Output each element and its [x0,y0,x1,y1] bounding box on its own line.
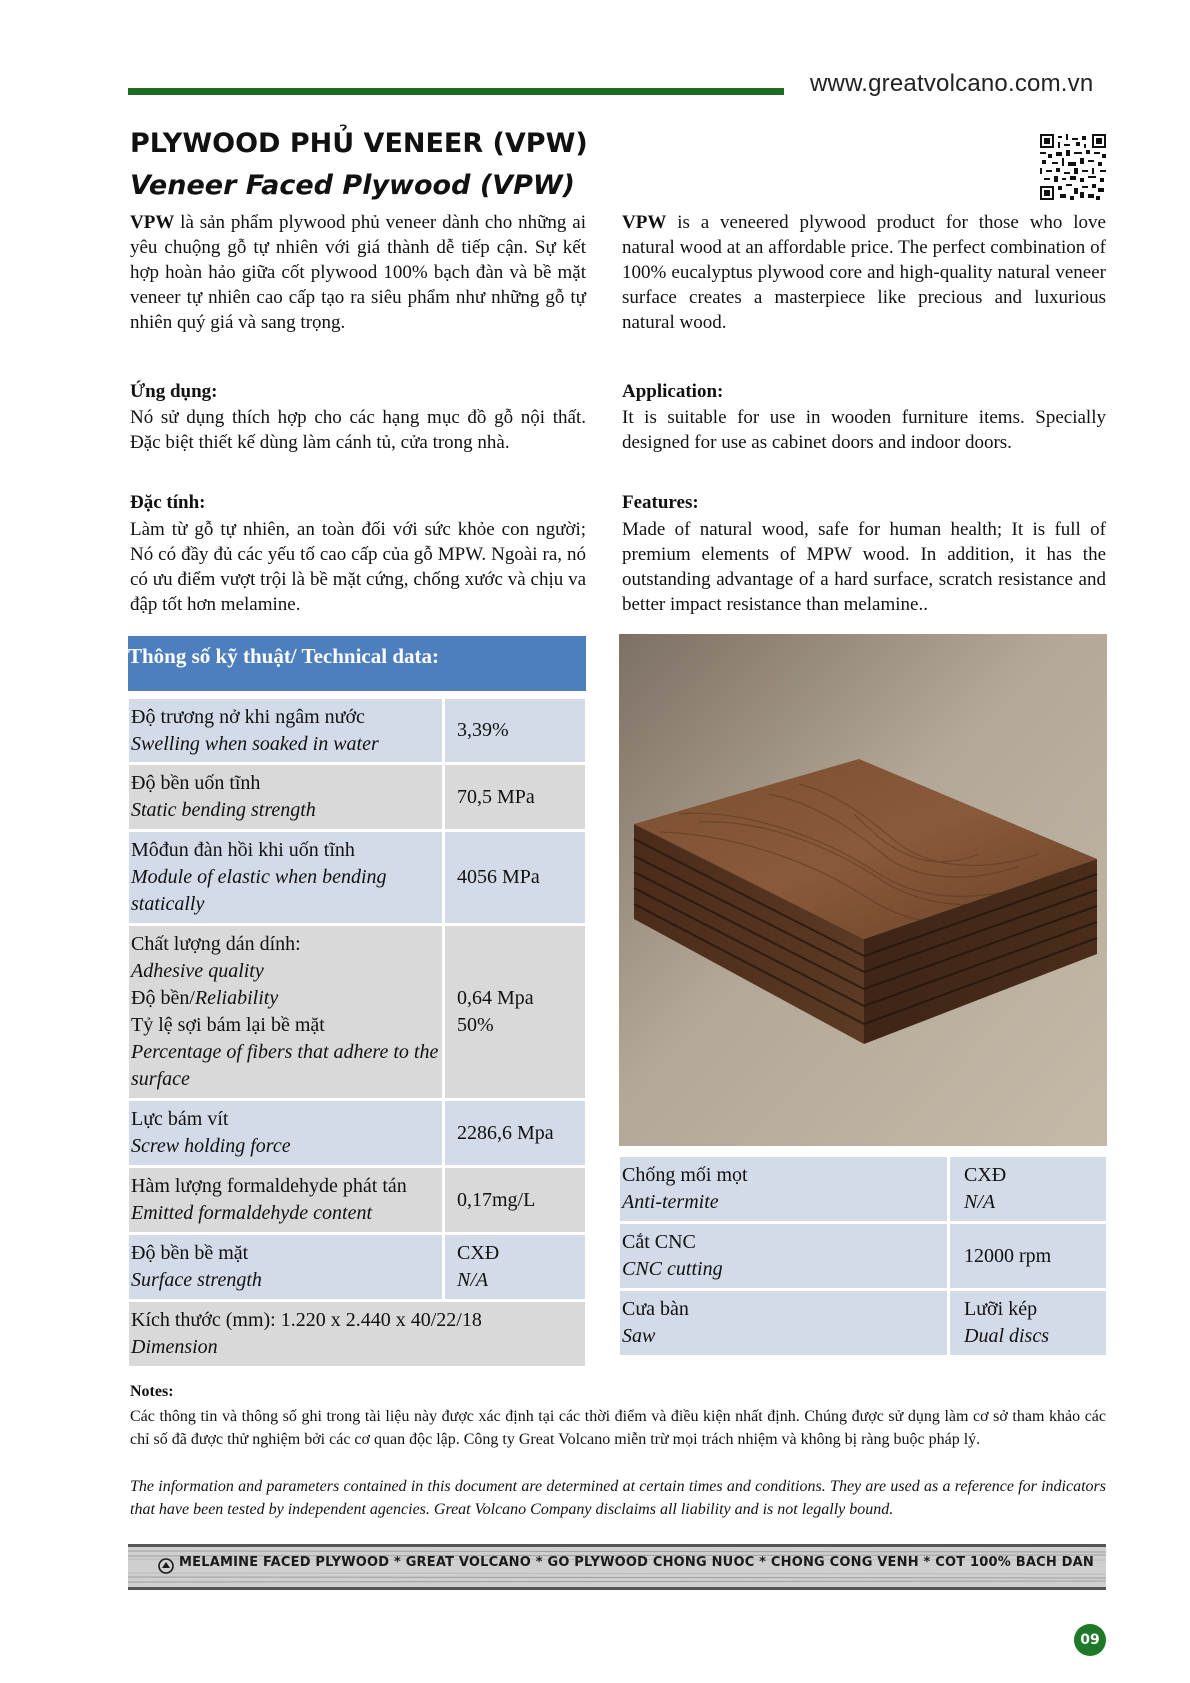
footer-banner-text: MELAMINE FACED PLYWOOD * GREAT VOLCANO * GO PLYWOOD CHONG NUOC * CHONG CONG VENH * COT 100% BACH DAN [179,1555,1094,1570]
intro-en-text: is a veneered plywood product for those who love natural wood at an affordable price. The perfect combination of 100% eucalyptus plywood core and high-quality natural veneer surface creates a masterpiece like precious and luxurious natural wood. [622,212,1106,333]
features-text-vi: Làm từ gỗ tự nhiên, an toàn đối với sức khỏe con người; Nó có đầy đủ các yếu tố cao cấp của gỗ MPW. Ngoài ra, nó có ưu điểm vượt trội là bề mặt cứng, chống xước và chịu va đập tốt hơn melamine. [130,519,586,615]
table-row [619,1290,1108,1357]
spec-value: Lưỡi kép Dual discs [949,1290,1108,1357]
spec-value: 0,64 Mpa 50% [444,925,587,1100]
features-heading-en: Features: [622,492,699,513]
spec-label: Độ trương nở khi ngâm nước Swelling when soaked in water [128,698,444,764]
header-rule [128,88,784,95]
intro-en-brand: VPW [622,212,667,233]
table-row [128,925,587,1100]
spec-label: Cưa bàn Saw [619,1290,949,1357]
page-title-en: Veneer Faced Plywood (VPW) [130,170,575,201]
table-row [128,1234,587,1301]
spec-label: Chất lượng dán dính: Adhesive quality Độ bền/Reliability Tỷ lệ sợi bám lại bề mặt Percentage of fibers that adhere to the surface [128,925,444,1100]
intro-en [622,210,1106,335]
page-title-vi: PLYWOOD PHỦ VENEER (VPW) [130,128,588,159]
spec-label: Hàm lượng formaldehyde phát tán Emitted formaldehyde content [128,1167,444,1234]
table-row [128,1301,587,1368]
intro-vi-brand: VPW [130,212,175,233]
spec-label: Chống mối mọt Anti-termite [619,1156,949,1223]
spec-label: Lực bám vít Screw holding force [128,1100,444,1167]
application-heading-vi: Ứng dụng: [130,381,218,402]
features-heading-vi: Đặc tính: [130,492,206,513]
intro-vi [130,210,586,335]
qr-code-icon[interactable] [1040,134,1106,200]
table-row [128,1167,587,1234]
notes-text-vi: Các thông tin và thông số ghi trong tài liệu này được xác định tại các thời điểm và điều kiện nhất định. Chúng được sử dụng làm cơ sở tham khảo các chỉ số đã được thử nghiệm bởi các cơ quan độc lập. Công ty Great Volcano miễn trừ mọi trách nhiệm và không bị ràng buộc pháp lý. [130,1408,1106,1448]
spec-label: Độ bền bề mặt Surface strength [128,1234,444,1301]
spec-label: Môđun đàn hồi khi uốn tĩnh Module of elastic when bending statically [128,831,444,925]
table-row [128,831,587,925]
tech-data-header: Thông số kỹ thuật/ Technical data: [128,636,586,691]
spec-value: 3,39% [444,698,587,764]
notes-heading: Notes: [130,1383,174,1400]
table-row [128,1100,587,1167]
table-row [128,764,587,831]
spec-value: 12000 rpm [949,1223,1108,1290]
website-url[interactable]: www.greatvolcano.com.vn [810,70,1094,97]
table-row [128,698,587,764]
features-text-en: Made of natural wood, safe for human health; It is full of premium elements of MPW wood. In addition, it has the outstanding advantage of a hard surface, scratch resistance and better impact resistance than melamine.. [622,519,1106,615]
notes-text-en: The information and parameters contained in this document are determined at certain times and conditions. They are used as a reference for indicators that have been tested by independent agencies. Great Volcano Company disclaims all liability and is not legally bound. [130,1478,1106,1518]
product-image [619,634,1107,1146]
spec-value: CXĐ N/A [949,1156,1108,1223]
tech-data-table [126,696,588,1369]
table-row [619,1223,1108,1290]
spec-label: Kích thước (mm): 1.220 x 2.440 x 40/22/18 Dimension [128,1301,587,1368]
spec-value: 70,5 MPa [444,764,587,831]
spec-value: CXĐ N/A [444,1234,587,1301]
brand-logo-icon [158,1558,174,1574]
application-text-vi: Nó sử dụng thích hợp cho các hạng mục đồ gỗ nội thất. Đặc biệt thiết kế dùng làm cánh tủ, cửa trong nhà. [130,407,586,453]
application-heading-en: Application: [622,381,724,402]
spec-label: Cắt CNC CNC cutting [619,1223,949,1290]
table-row [619,1156,1108,1223]
spec-label: Độ bền uốn tĩnh Static bending strength [128,764,444,831]
extra-specs-table [617,1154,1109,1358]
spec-value: 0,17mg/L [444,1167,587,1234]
page-number-badge: 09 [1074,1624,1106,1656]
application-text-en: It is suitable for use in wooden furniture items. Specially designed for use as cabinet doors and indoor doors. [622,407,1106,453]
intro-vi-text: là sản phẩm plywood phủ veneer dành cho những ai yêu chuộng gỗ tự nhiên với giá thành dễ tiếp cận. Sự kết hợp hoàn hảo giữa cốt plywood 100% bạch đàn và bề mặt veneer tự nhiên cao cấp tạo ra siêu phẩm như những gỗ tự nhiên quý giá và sang trọng. [130,212,586,333]
spec-value: 4056 MPa [444,831,587,925]
spec-value: 2286,6 Mpa [444,1100,587,1167]
